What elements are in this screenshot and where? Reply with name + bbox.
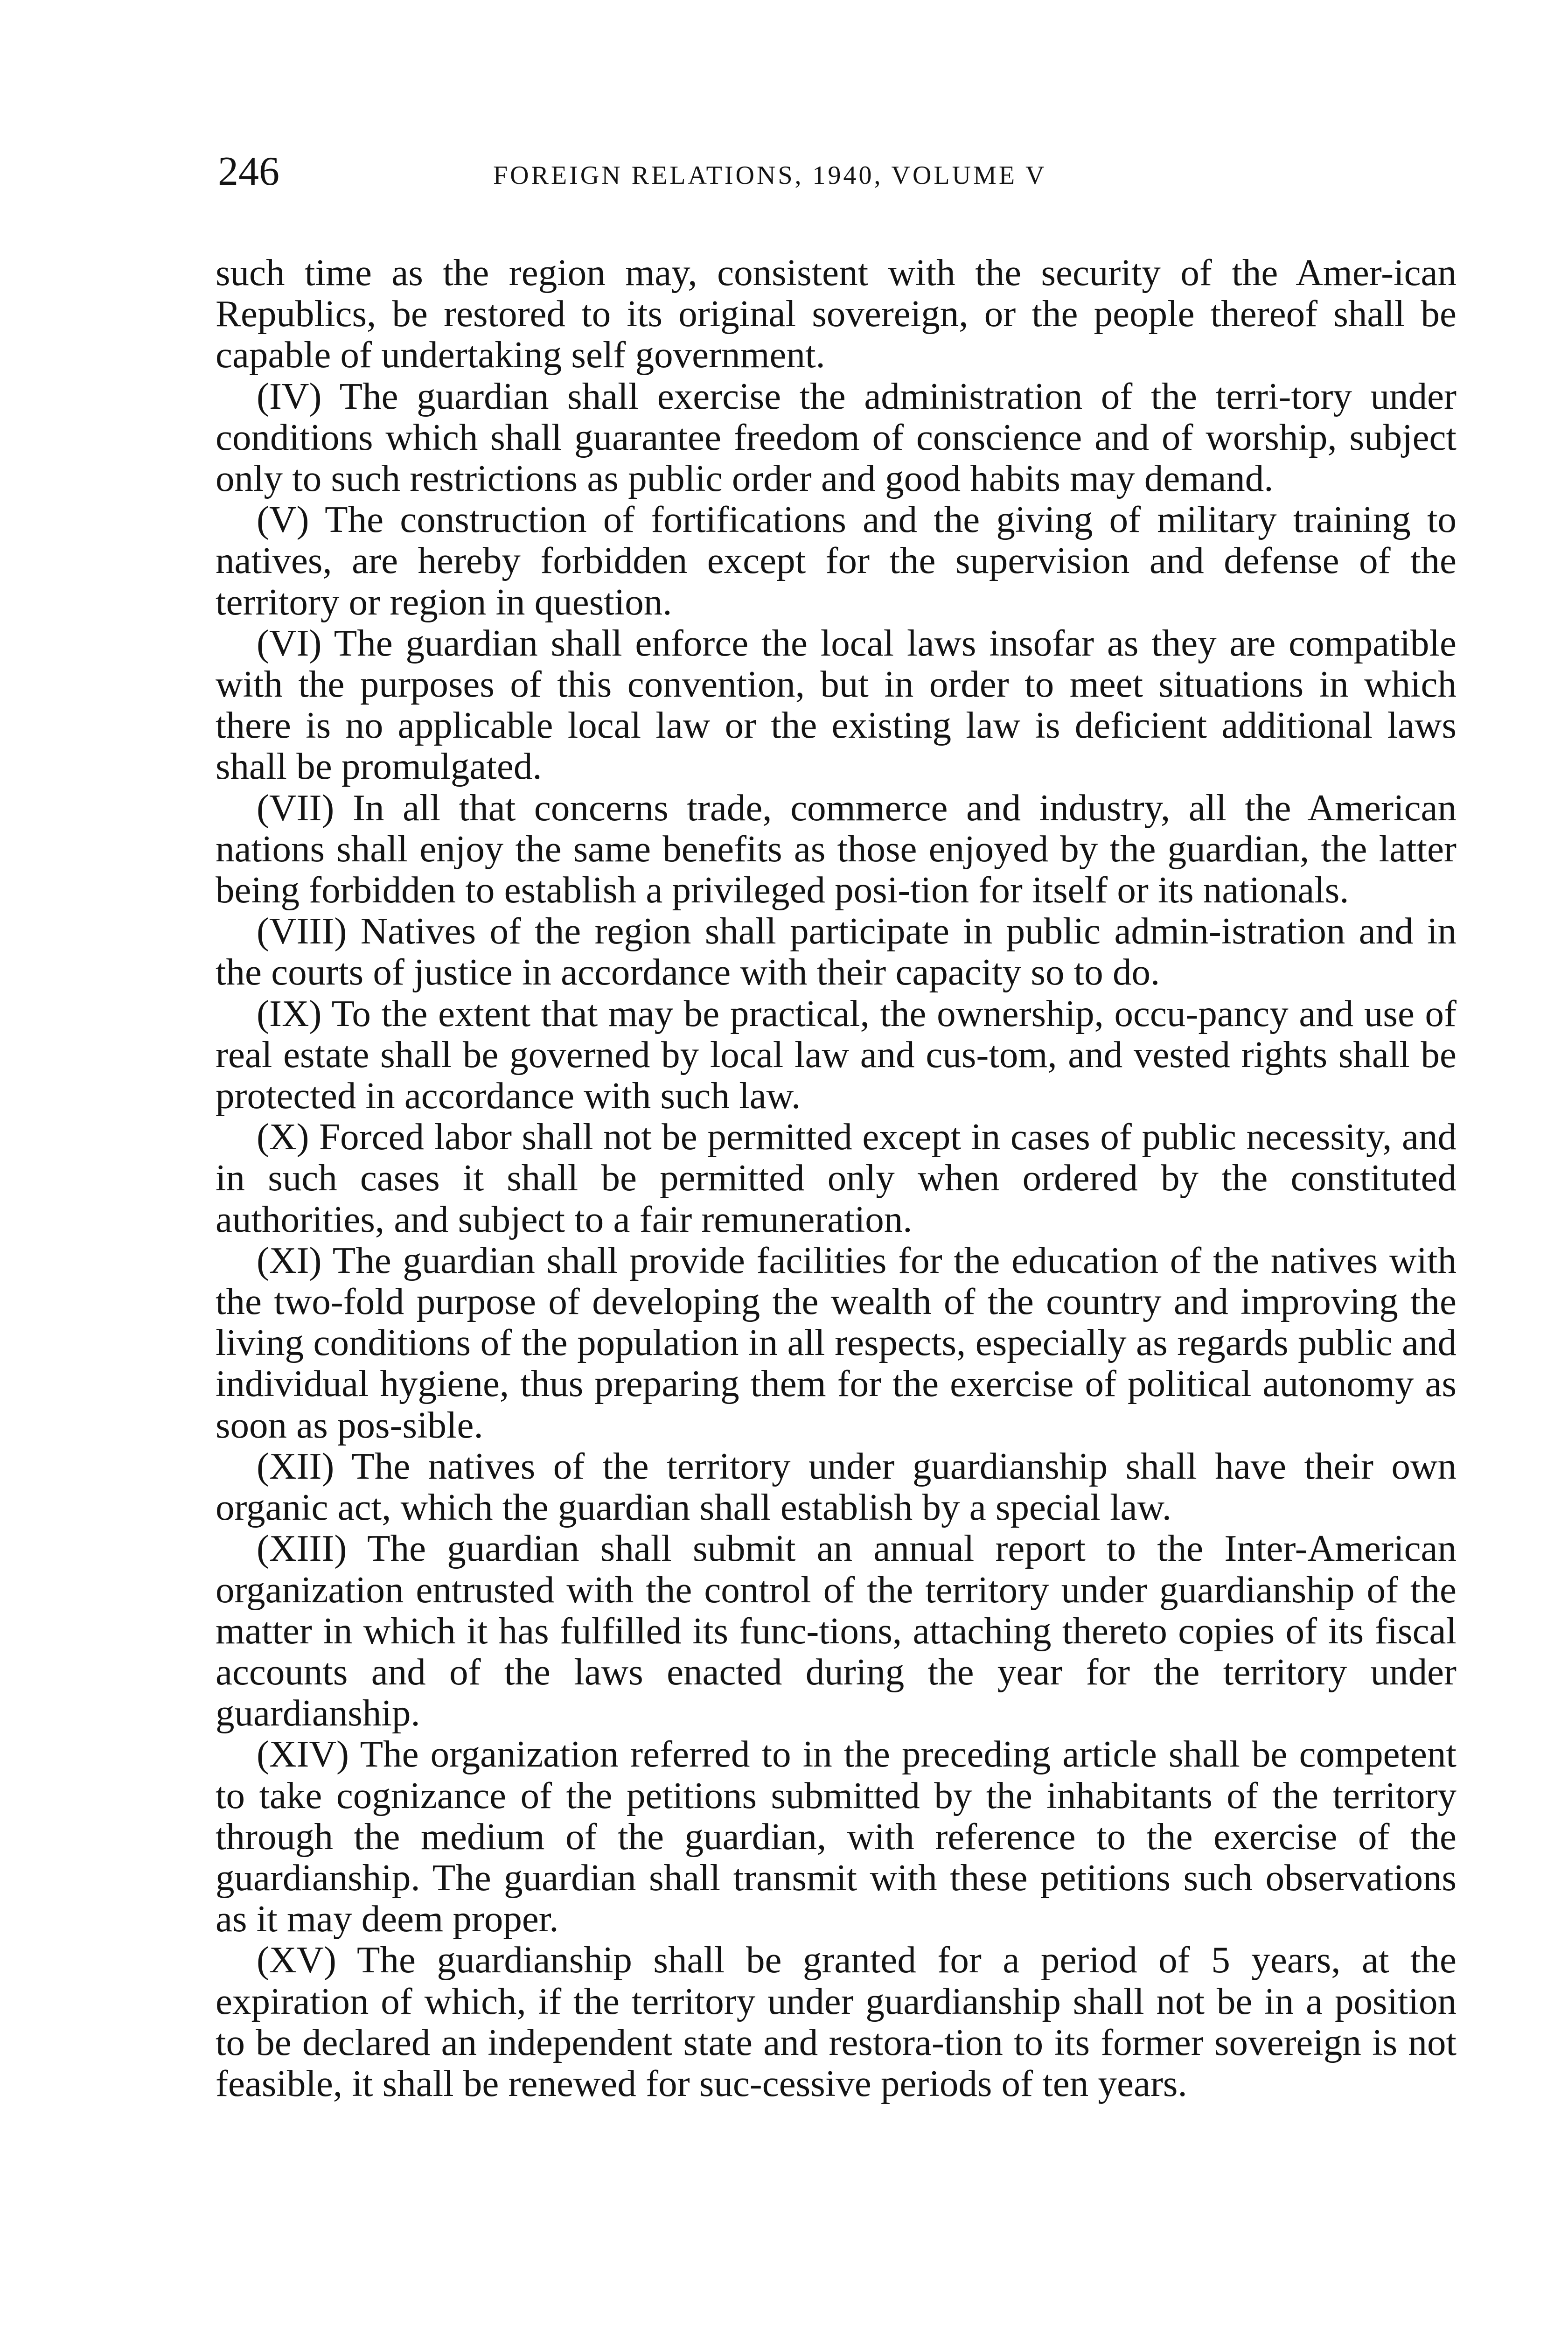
body-text	[216, 252, 1456, 2104]
paragraph-continuation: such time as the region may, consistent with the security of the Amer-ican Republics, be restored to its original sovereign, or the people thereof shall be capable of undertaking self government.	[216, 251, 1456, 376]
paragraph-article-iv: (IV) The guardian shall exercise the administration of the terri-tory under conditions which shall guarantee freedom of conscience and of worship, subject only to such restrictions as public order and good habits may demand.	[216, 375, 1456, 500]
paragraph-article-viii: (VIII) Natives of the region shall participate in public admin-istration and in the courts of justice in accordance with their capacity so to do.	[216, 910, 1456, 993]
paragraph-article-x: (X) Forced labor shall not be permitted except in cases of public necessity, and in such cases it shall be permitted only when ordered by the constituted authorities, and subject to a fair remuneration.	[216, 1116, 1456, 1240]
running-head: FOREIGN RELATIONS, 1940, VOLUME V	[493, 161, 1047, 190]
paragraph-article-xiii: (XIII) The guardian shall submit an annual report to the Inter-American organization entrusted with the control of the territory under guardianship of the matter in which it has fulfilled its func-tions, attaching thereto copies of its fiscal accounts and of the laws enacted during the year for the territory under guardianship.	[216, 1527, 1456, 1734]
paragraph-article-xiv: (XIV) The organization referred to in the preceding article shall be competent to take cognizance of the petitions submitted by the inhabitants of the territory through the medium of the guardian, with reference to the exercise of the guardianship. The guardian shall transmit with these petitions such observations as it may deem proper.	[216, 1733, 1456, 1940]
paragraph-article-v: (V) The construction of fortifications and the giving of military training to natives, are hereby forbidden except for the supervision and defense of the territory or region in question.	[216, 498, 1456, 623]
paragraph-article-vi: (VI) The guardian shall enforce the local laws insofar as they are compatible with the purposes of this convention, but in order to meet situations in which there is no applicable local law or the existing law is deficient additional laws shall be promulgated.	[216, 622, 1456, 788]
page-header	[218, 148, 1202, 204]
paragraph-article-xii: (XII) The natives of the territory under guardianship shall have their own organic act, which the guardian shall establish by a special law.	[216, 1445, 1456, 1529]
paragraph-article-vii: (VII) In all that concerns trade, commerce and industry, all the American nations shall enjoy the same benefits as those enjoyed by the guardian, the latter being forbidden to establish a privileged posi-tion for itself or its nationals.	[216, 786, 1456, 911]
paragraph-article-xv: (XV) The guardianship shall be granted for a period of 5 years, at the expiration of which, if the territory under guardianship shall not be in a position to be declared an independent state and restora-tion to its former sovereign is not feasible, it shall be renewed for suc-cessive periods of ten years.	[216, 1939, 1456, 2104]
paragraph-article-ix: (IX) To the extent that may be practical, the ownership, occu-pancy and use of real estate shall be governed by local law and cus-tom, and vested rights shall be protected in accordance with such law.	[216, 992, 1456, 1117]
page-number: 246	[218, 149, 279, 194]
paragraph-article-xi: (XI) The guardian shall provide facilities for the education of the natives with the two-fold purpose of developing the wealth of the country and improving the living conditions of the population in all respects, especially as regards public and individual hygiene, thus preparing them for the exercise of political autonomy as soon as pos-sible.	[216, 1239, 1456, 1446]
